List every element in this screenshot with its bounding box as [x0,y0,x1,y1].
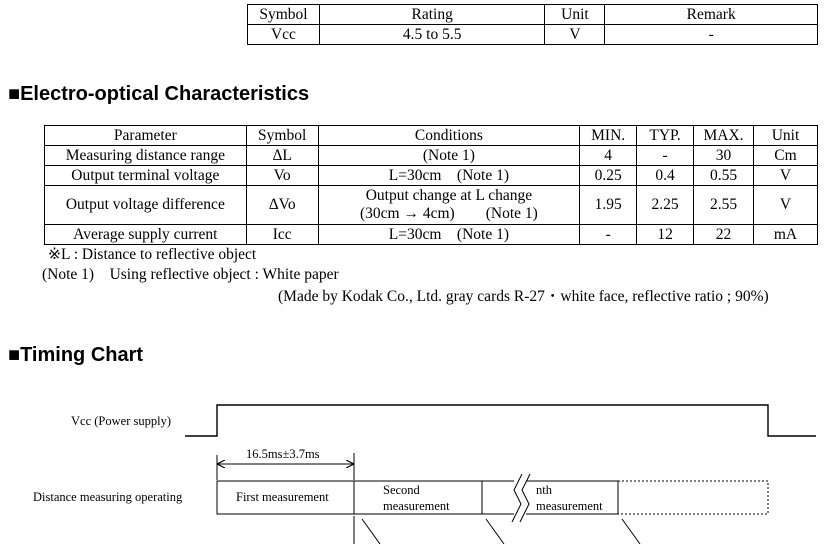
table-cell: V [754,166,818,186]
header-cell: Rating [319,5,545,25]
table-cell: 1.95 [580,186,637,225]
conditions-line: (30cm → 4cm) (Note 1) [360,205,538,222]
table-cell: Average supply current [45,225,247,245]
table-cell: 0.25 [580,166,637,186]
header-cell: MIN. [580,126,637,146]
table-cell: V [545,25,605,45]
table-cell: V [754,186,818,225]
table-cell: 2.55 [694,186,754,225]
second-measurement-label-line1: Second [383,483,420,497]
table-cell: Icc [246,225,318,245]
vcc-waveform [185,405,816,436]
table-cell: (Note 1) [318,146,580,166]
note-1: (Note 1) Using reflective object : White paper [42,266,339,283]
header-cell: TYP. [637,126,694,146]
table-cell: Vo [246,166,318,186]
table-cell: 22 [694,225,754,245]
output-arrow [362,519,380,544]
section-heading-timing-chart: ■Timing Chart [8,344,144,366]
table-cell: ΔVo [246,186,318,225]
table-cell: 4.5 to 5.5 [319,25,545,45]
conditions-line: Output change at L change [365,187,533,204]
header-cell: Remark [605,5,818,25]
table-cell: 12 [637,225,694,245]
table-cell: - [580,225,637,245]
duration-label: 16.5ms±3.7ms [246,447,320,461]
table-cell: 4 [580,146,637,166]
table-cell: Cm [754,146,818,166]
table-cell: - [605,25,818,45]
table-cell: Vcc [248,25,320,45]
distance-measuring-label: Distance measuring operating [33,490,183,504]
header-cell: Unit [545,5,605,25]
table-cell: 2.25 [637,186,694,225]
header-cell: Parameter [45,126,247,146]
header-cell: Symbol [246,126,318,146]
table-cell: Output terminal voltage [45,166,247,186]
nth-measurement-label-line1: nth [536,483,552,497]
header-cell: Unit [754,126,818,146]
table-cell: mA [754,225,818,245]
note-kodak: (Made by Kodak Co., Ltd. gray cards R-27・white face, reflective ratio ; 90%) [278,288,769,305]
nth-measurement-label-line2: measurement [536,499,603,513]
table-cell: L=30cm (Note 1) [318,166,580,186]
table-cell: 0.4 [637,166,694,186]
next-measurement-box [618,481,768,514]
vcc-label: Vcc (Power supply) [71,414,171,428]
header-cell: Conditions [318,126,580,146]
table-cell: ΔL [246,146,318,166]
note-distance: ※L : Distance to reflective object [48,246,257,263]
first-measurement-label: First measurement [236,490,329,504]
table-cell: 30 [694,146,754,166]
output-arrow [622,519,640,544]
header-cell: Symbol [248,5,320,25]
table-cell: Output voltage difference [45,186,247,225]
header-cell: MAX. [694,126,754,146]
table-cell: Measuring distance range [45,146,247,166]
second-measurement-label-line2: measurement [383,499,450,513]
section-heading-electro-optical: ■Electro-optical Characteristics [8,83,310,105]
table-cell: 0.55 [694,166,754,186]
table-cell: - [637,146,694,166]
table-cell: L=30cm (Note 1) [318,225,580,245]
output-arrow [486,519,504,544]
